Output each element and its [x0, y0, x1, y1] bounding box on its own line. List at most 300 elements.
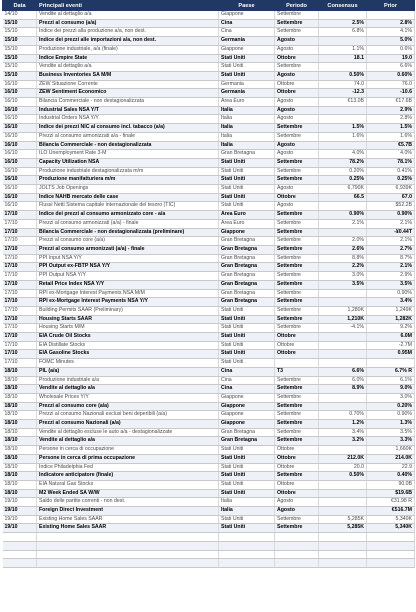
- cell-date: 16/10: [3, 106, 37, 115]
- cell-event: Industrial Sales NSA Y/T: [37, 106, 219, 115]
- cell-event: Bilancia Commerciale - non destagionalizzata (preliminare): [37, 228, 219, 237]
- cell-country: Stati Uniti: [219, 315, 275, 324]
- cell-date: 17/10: [3, 359, 37, 368]
- table-row: [3, 193, 415, 202]
- cell-date: 17/10: [3, 228, 37, 237]
- cell-event: Vendite al dettaglio a/a: [37, 385, 219, 394]
- cell-country: Gran Bretagna: [219, 272, 275, 281]
- cell-country: Stati Uniti: [219, 63, 275, 72]
- cell-consensus: 0.20%: [319, 167, 367, 176]
- cell-period: Ottobre: [275, 489, 319, 498]
- cell-consensus: 1,280K: [319, 306, 367, 315]
- cell-date: 18/10: [3, 446, 37, 455]
- header-date: Data: [3, 1, 37, 11]
- cell-event: RPI ex-Mortgage Interest Payments NSA M/M: [37, 289, 219, 298]
- cell-period: Settembre: [275, 524, 319, 533]
- table-row: [3, 507, 415, 516]
- empty-row: [3, 541, 415, 550]
- table-row: [3, 272, 415, 281]
- cell-country: Stati Uniti: [219, 480, 275, 489]
- cell-period: Settembre: [275, 298, 319, 307]
- cell-date: 19/10: [3, 507, 37, 516]
- cell-consensus: [319, 498, 367, 507]
- cell-date: 14/10: [3, 11, 37, 20]
- cell-country: Giappone: [219, 11, 275, 20]
- cell-prior: 0.90%: [367, 289, 415, 298]
- cell-date: 15/10: [3, 19, 37, 28]
- empty-cell: [319, 559, 367, 568]
- economic-calendar-table: [2, 0, 415, 568]
- cell-country: Giappone: [219, 411, 275, 420]
- cell-country: Stati Uniti: [219, 54, 275, 63]
- empty-cell: [37, 550, 219, 559]
- cell-event: Persone in cerca di prima occupazione: [37, 454, 219, 463]
- cell-event: Existing Home Sales SAAR: [37, 515, 219, 524]
- cell-country: Giappone: [219, 393, 275, 402]
- cell-consensus: 3.4%: [319, 428, 367, 437]
- cell-event: Indice dei prezzi alla produzione a/a, non dest.: [37, 28, 219, 37]
- empty-cell: [275, 559, 319, 568]
- cell-country: Stati Uniti: [219, 341, 275, 350]
- cell-date: 18/10: [3, 428, 37, 437]
- cell-consensus: 1,210K: [319, 315, 367, 324]
- cell-prior: [367, 11, 415, 20]
- cell-date: 19/10: [3, 498, 37, 507]
- cell-prior: 2.1%: [367, 263, 415, 272]
- cell-prior: 6.7% R: [367, 367, 415, 376]
- empty-cell: [319, 533, 367, 542]
- cell-period: Settembre: [275, 428, 319, 437]
- cell-prior: 0.95M: [367, 350, 415, 359]
- cell-consensus: 3.5%: [319, 280, 367, 289]
- cell-country: Cina: [219, 385, 275, 394]
- cell-prior: €17.6B: [367, 98, 415, 107]
- cell-event: Prezzi al consumo core (a/a): [37, 402, 219, 411]
- empty-cell: [219, 533, 275, 542]
- cell-event: Housing Starts M/M: [37, 324, 219, 333]
- cell-prior: 1,249K: [367, 306, 415, 315]
- table-row: [3, 150, 415, 159]
- cell-country: Stati Uniti: [219, 324, 275, 333]
- table-row: [3, 80, 415, 89]
- header-prior: Prior: [367, 1, 415, 11]
- table-row: [3, 393, 415, 402]
- cell-country: Gran Bretagna: [219, 437, 275, 446]
- empty-cell: [367, 550, 415, 559]
- cell-consensus: 6.8%: [319, 28, 367, 37]
- cell-country: Gran Bretagna: [219, 428, 275, 437]
- cell-country: Stati Uniti: [219, 158, 275, 167]
- cell-period: Settembre: [275, 63, 319, 72]
- cell-date: 16/10: [3, 176, 37, 185]
- cell-prior: 22.9: [367, 463, 415, 472]
- cell-country: Stati Uniti: [219, 202, 275, 211]
- cell-consensus: 6,790K: [319, 185, 367, 194]
- cell-prior: 1.3%: [367, 420, 415, 429]
- cell-period: Agosto: [275, 141, 319, 150]
- cell-consensus: 0.50%: [319, 472, 367, 481]
- table-row: [3, 254, 415, 263]
- cell-prior: 5.0%: [367, 37, 415, 46]
- cell-event: Vendite al dettaglio a/a: [37, 11, 219, 20]
- cell-prior: 8.7%: [367, 254, 415, 263]
- cell-prior: €31.98 R: [367, 498, 415, 507]
- cell-period: Settembre: [275, 420, 319, 429]
- cell-consensus: [319, 359, 367, 368]
- cell-event: PPI Output ex-FBTP NSA Y/Y: [37, 263, 219, 272]
- cell-prior: 9.2%: [367, 324, 415, 333]
- cell-event: Prezzi al consumo armonizzati (a/a) - finale: [37, 245, 219, 254]
- cell-consensus: [319, 507, 367, 516]
- cell-prior: 3.5%: [367, 428, 415, 437]
- cell-prior: 0.6%: [367, 45, 415, 54]
- cell-country: Giappone: [219, 420, 275, 429]
- calendar-sheet: [2, 0, 414, 568]
- cell-country: Stati Uniti: [219, 524, 275, 533]
- cell-country: Stati Uniti: [219, 71, 275, 80]
- cell-consensus: 2.0%: [319, 237, 367, 246]
- cell-consensus: 4.0%: [319, 150, 367, 159]
- cell-period: Settembre: [275, 315, 319, 324]
- table-row: [3, 37, 415, 46]
- cell-event: EIA Crude Oil Stocks: [37, 333, 219, 342]
- cell-period: Settembre: [275, 272, 319, 281]
- cell-date: 18/10: [3, 385, 37, 394]
- cell-event: Prezzi al consumo armonizzati (a/a) - finale: [37, 219, 219, 228]
- table-row: [3, 19, 415, 28]
- cell-country: Stati Uniti: [219, 446, 275, 455]
- cell-country: Stati Uniti: [219, 167, 275, 176]
- cell-event: Flussi Netti Sistema capitale internazionale del tesoro (TIC): [37, 202, 219, 211]
- cell-consensus: 5,285K: [319, 524, 367, 533]
- cell-period: Settembre: [275, 254, 319, 263]
- table-row: [3, 28, 415, 37]
- cell-date: 17/10: [3, 237, 37, 246]
- table-row: [3, 185, 415, 194]
- cell-event: JOLTS Job Openings: [37, 185, 219, 194]
- empty-cell: [275, 550, 319, 559]
- cell-date: 17/10: [3, 350, 37, 359]
- cell-consensus: 78.2%: [319, 158, 367, 167]
- table-row: [3, 124, 415, 133]
- cell-date: 19/10: [3, 515, 37, 524]
- cell-period: Settembre: [275, 19, 319, 28]
- cell-consensus: 212.0K: [319, 454, 367, 463]
- cell-period: Agosto: [275, 185, 319, 194]
- cell-country: Italia: [219, 124, 275, 133]
- cell-event: Persone in cerca di occupazione: [37, 446, 219, 455]
- cell-country: Germania: [219, 37, 275, 46]
- empty-cell: [367, 559, 415, 568]
- empty-cell: [3, 533, 37, 542]
- cell-prior: 1.6%: [367, 132, 415, 141]
- cell-period: [275, 359, 319, 368]
- table-row: [3, 420, 415, 429]
- cell-consensus: [319, 341, 367, 350]
- table-row: [3, 350, 415, 359]
- cell-consensus: 8.8%: [319, 254, 367, 263]
- cell-consensus: 1.6%: [319, 132, 367, 141]
- empty-cell: [219, 550, 275, 559]
- cell-consensus: €13.0B: [319, 98, 367, 107]
- cell-country: Italia: [219, 106, 275, 115]
- table-row: [3, 202, 415, 211]
- cell-country: Stati Uniti: [219, 333, 275, 342]
- cell-prior: 6.6%: [367, 63, 415, 72]
- cell-period: Settembre: [275, 124, 319, 133]
- cell-prior: €5.7B: [367, 141, 415, 150]
- cell-consensus: 18.1: [319, 54, 367, 63]
- table-row: [3, 54, 415, 63]
- cell-event: EIA Gasoline Stocks: [37, 350, 219, 359]
- table-row: [3, 176, 415, 185]
- cell-event: Saldo delle partite correnti - non dest.: [37, 498, 219, 507]
- table-row: [3, 411, 415, 420]
- cell-prior: 0.90%: [367, 411, 415, 420]
- cell-country: Area Euro: [219, 219, 275, 228]
- cell-event: ZEW Situazione Corrente: [37, 80, 219, 89]
- cell-period: Settembre: [275, 437, 319, 446]
- cell-event: Industrial Orders NSA Y/Y: [37, 115, 219, 124]
- cell-period: T3: [275, 367, 319, 376]
- cell-period: Settembre: [275, 324, 319, 333]
- cell-country: Stati Uniti: [219, 306, 275, 315]
- table-row: [3, 489, 415, 498]
- cell-event: Existing Home Sales SAAR: [37, 524, 219, 533]
- table-row: [3, 359, 415, 368]
- cell-date: 17/10: [3, 245, 37, 254]
- cell-date: 17/10: [3, 333, 37, 342]
- empty-cell: [275, 533, 319, 542]
- table-row: [3, 237, 415, 246]
- cell-period: Settembre: [275, 167, 319, 176]
- cell-date: 17/10: [3, 272, 37, 281]
- empty-cell: [367, 533, 415, 542]
- cell-country: Area Euro: [219, 211, 275, 220]
- cell-date: 15/10: [3, 63, 37, 72]
- cell-prior: 78.1%: [367, 158, 415, 167]
- cell-prior: 1.5%: [367, 124, 415, 133]
- cell-prior: 0.40%: [367, 472, 415, 481]
- cell-period: Agosto: [275, 115, 319, 124]
- cell-date: 18/10: [3, 411, 37, 420]
- table-row: [3, 333, 415, 342]
- cell-consensus: [319, 11, 367, 20]
- cell-country: Stati Uniti: [219, 463, 275, 472]
- cell-period: Settembre: [275, 472, 319, 481]
- cell-consensus: [319, 402, 367, 411]
- cell-country: Stati Uniti: [219, 176, 275, 185]
- table-row: [3, 115, 415, 124]
- table-row: [3, 280, 415, 289]
- table-row: [3, 324, 415, 333]
- cell-event: Vendite al dettaglio a/a: [37, 437, 219, 446]
- cell-consensus: [319, 298, 367, 307]
- empty-row: [3, 533, 415, 542]
- cell-country: Italia: [219, 507, 275, 516]
- cell-period: Agosto: [275, 498, 319, 507]
- cell-date: 17/10: [3, 254, 37, 263]
- table-row: [3, 219, 415, 228]
- cell-event: Vendite al dettaglio escluse le auto a/a - destagionalizzate: [37, 428, 219, 437]
- cell-consensus: 74.0: [319, 80, 367, 89]
- cell-prior: 2.9%: [367, 272, 415, 281]
- cell-country: Stati Uniti: [219, 489, 275, 498]
- empty-cell: [3, 550, 37, 559]
- cell-prior: 0.25%: [367, 176, 415, 185]
- cell-date: 16/10: [3, 193, 37, 202]
- cell-consensus: 1.5%: [319, 124, 367, 133]
- table-row: [3, 315, 415, 324]
- cell-event: Indice Philadelphia Fed: [37, 463, 219, 472]
- cell-country: Gran Bretagna: [219, 254, 275, 263]
- cell-event: Prezzi al consumo (a/a): [37, 19, 219, 28]
- empty-cell: [37, 559, 219, 568]
- cell-period: Settembre: [275, 245, 319, 254]
- cell-consensus: [319, 333, 367, 342]
- cell-country: Stati Uniti: [219, 472, 275, 481]
- cell-date: 15/10: [3, 45, 37, 54]
- cell-consensus: [319, 63, 367, 72]
- cell-consensus: 3.2%: [319, 437, 367, 446]
- cell-country: Stati Uniti: [219, 350, 275, 359]
- cell-period: Ottobre: [275, 341, 319, 350]
- cell-period: Settembre: [275, 376, 319, 385]
- cell-country: Stati Uniti: [219, 193, 275, 202]
- cell-consensus: 2.2%: [319, 263, 367, 272]
- cell-country: Giappone: [219, 228, 275, 237]
- cell-consensus: 0.70%: [319, 411, 367, 420]
- cell-date: 16/10: [3, 202, 37, 211]
- cell-event: EIA Distillate Stocks: [37, 341, 219, 350]
- cell-event: Prezzi al consumo core (a/a): [37, 237, 219, 246]
- cell-country: Germania: [219, 80, 275, 89]
- cell-prior: 2.7%: [367, 245, 415, 254]
- cell-prior: 1,660K: [367, 446, 415, 455]
- cell-country: Cina: [219, 376, 275, 385]
- table-row: [3, 428, 415, 437]
- cell-event: Business Inventories SA M/M: [37, 71, 219, 80]
- cell-date: 17/10: [3, 306, 37, 315]
- cell-prior: 4.1%: [367, 28, 415, 37]
- cell-prior: 9.0%: [367, 385, 415, 394]
- cell-date: 15/10: [3, 71, 37, 80]
- cell-event: Prezzi al consumo Nazionali esclusi beni deperibili (a/a): [37, 411, 219, 420]
- cell-prior: -2.7M: [367, 341, 415, 350]
- cell-country: Italia: [219, 115, 275, 124]
- cell-prior: 0.90%: [367, 211, 415, 220]
- cell-country: Gran Bretagna: [219, 263, 275, 272]
- cell-event: Produzione industriale a/a: [37, 376, 219, 385]
- cell-period: Ottobre: [275, 454, 319, 463]
- cell-consensus: [319, 446, 367, 455]
- cell-period: Ottobre: [275, 463, 319, 472]
- cell-period: Settembre: [275, 280, 319, 289]
- cell-consensus: [319, 393, 367, 402]
- cell-prior: 0.60%: [367, 71, 415, 80]
- cell-country: Area Euro: [219, 98, 275, 107]
- cell-consensus: [319, 489, 367, 498]
- cell-date: 18/10: [3, 489, 37, 498]
- cell-period: Ottobre: [275, 54, 319, 63]
- cell-consensus: 5,285K: [319, 515, 367, 524]
- cell-prior: 2.1%: [367, 237, 415, 246]
- cell-event: Indice NAHB mercato delle case: [37, 193, 219, 202]
- empty-cell: [219, 541, 275, 550]
- table-row: [3, 11, 415, 20]
- cell-event: Prezzi al consumo Nazionali (a/a): [37, 420, 219, 429]
- table-row: [3, 454, 415, 463]
- table-row: [3, 463, 415, 472]
- table-row: [3, 245, 415, 254]
- cell-consensus: 66.5: [319, 193, 367, 202]
- cell-consensus: [319, 141, 367, 150]
- empty-cell: [367, 541, 415, 550]
- empty-cell: [319, 550, 367, 559]
- cell-event: Wholesale Prices Y/Y: [37, 393, 219, 402]
- cell-period: Agosto: [275, 71, 319, 80]
- header-row: [3, 1, 415, 11]
- cell-prior: €516.7M: [367, 507, 415, 516]
- cell-prior: 0.20%: [367, 402, 415, 411]
- cell-consensus: -4.1%: [319, 324, 367, 333]
- cell-period: Agosto: [275, 507, 319, 516]
- cell-date: 15/10: [3, 54, 37, 63]
- cell-date: 18/10: [3, 463, 37, 472]
- cell-event: Retail Price Index NSA Y/Y: [37, 280, 219, 289]
- cell-consensus: 2.5%: [319, 19, 367, 28]
- cell-period: Ottobre: [275, 80, 319, 89]
- cell-date: 16/10: [3, 89, 37, 98]
- cell-event: Indice Empire State: [37, 54, 219, 63]
- cell-prior: $52.2B: [367, 202, 415, 211]
- table-row: [3, 167, 415, 176]
- cell-country: Gran Bretagna: [219, 298, 275, 307]
- cell-period: Ottobre: [275, 89, 319, 98]
- cell-country: Gran Bretagna: [219, 150, 275, 159]
- cell-prior: 0.41%: [367, 167, 415, 176]
- cell-date: 16/10: [3, 132, 37, 141]
- cell-period: Settembre: [275, 132, 319, 141]
- cell-country: Gran Bretagna: [219, 245, 275, 254]
- cell-consensus: 2.1%: [319, 219, 367, 228]
- cell-event: Prezzi al consumo armonizzati a/a - finale: [37, 132, 219, 141]
- cell-date: 17/10: [3, 280, 37, 289]
- cell-date: 16/10: [3, 167, 37, 176]
- cell-period: Settembre: [275, 411, 319, 420]
- cell-consensus: 1.2%: [319, 420, 367, 429]
- empty-cell: [3, 541, 37, 550]
- cell-country: Gran Bretagna: [219, 237, 275, 246]
- table-row: [3, 515, 415, 524]
- cell-consensus: 0.50%: [319, 71, 367, 80]
- cell-country: Stati Uniti: [219, 359, 275, 368]
- cell-country: Cina: [219, 367, 275, 376]
- table-row: [3, 446, 415, 455]
- cell-prior: 2.9%: [367, 106, 415, 115]
- empty-cell: [219, 559, 275, 568]
- cell-event: Indice dei prezzi alle importazioni a/a, non dest.: [37, 37, 219, 46]
- cell-event: Foreign Direct Investment: [37, 507, 219, 516]
- cell-period: Ottobre: [275, 193, 319, 202]
- table-row: [3, 45, 415, 54]
- table-body: [3, 11, 415, 568]
- cell-country: Stati Uniti: [219, 454, 275, 463]
- cell-period: Settembre: [275, 158, 319, 167]
- table-row: [3, 402, 415, 411]
- cell-date: 18/10: [3, 393, 37, 402]
- cell-country: Germania: [219, 89, 275, 98]
